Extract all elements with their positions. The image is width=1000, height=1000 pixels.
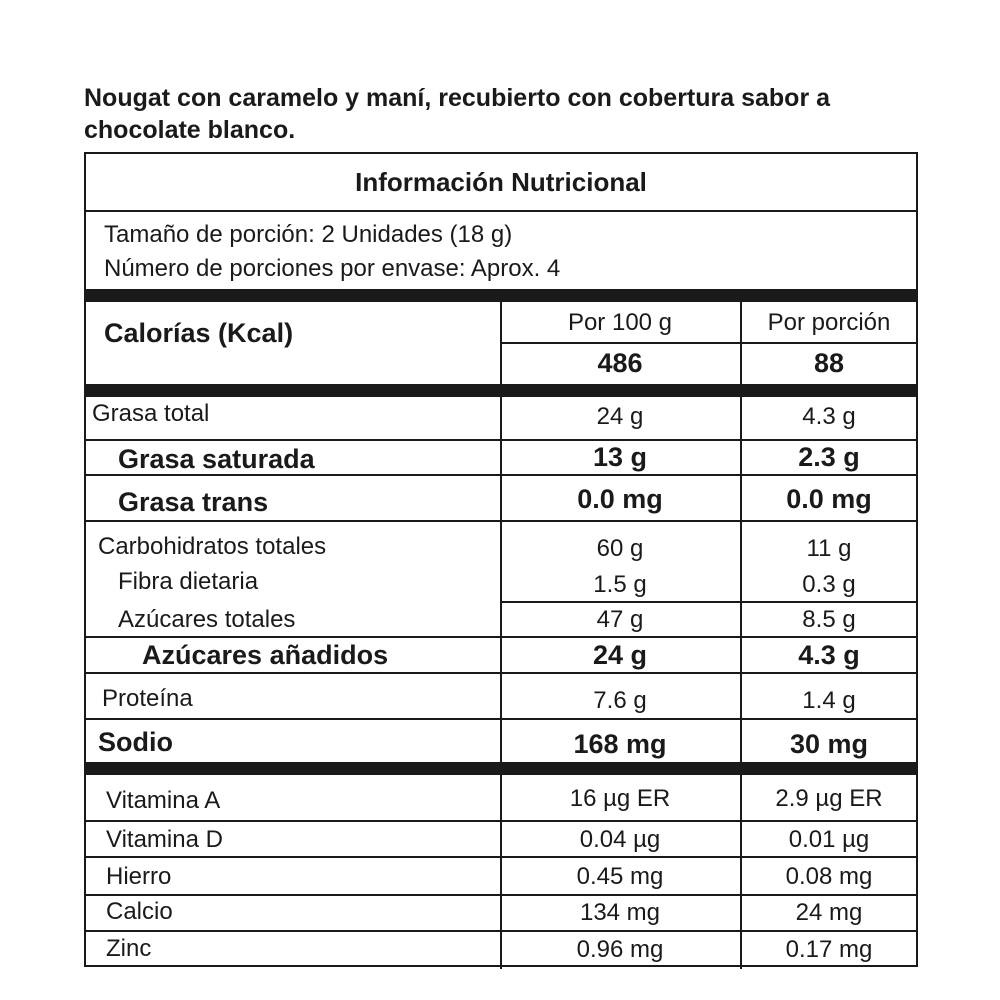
row-divider	[86, 520, 916, 522]
nutrient-label-proteina: Proteína	[102, 685, 193, 712]
value-per-portion: 24 mg	[795, 899, 863, 926]
panel-title: Información Nutricional	[86, 154, 916, 212]
row-divider	[86, 856, 916, 858]
nutrient-label-carbohidratos: Carbohidratos totales	[98, 533, 327, 560]
value-per-portion: 1.4 g	[802, 687, 856, 714]
thick-divider	[86, 289, 916, 302]
value-per-portion: 2.9 µg ER	[775, 785, 883, 812]
calories-per-portion: 88	[813, 348, 845, 378]
value-per-100g: 1.5 g	[593, 571, 647, 598]
value-per-100g: 24 g	[596, 403, 644, 430]
thick-divider	[86, 762, 916, 775]
value-per-100g: 60 g	[596, 535, 644, 562]
nutrient-label-grasa-saturada: Grasa saturada	[118, 444, 315, 474]
serving-info	[104, 218, 560, 286]
vitamin-label-d: Vitamina D	[106, 826, 223, 853]
nutrient-label-fibra: Fibra dietaria	[118, 568, 259, 595]
value-per-100g: 24 g	[592, 640, 648, 670]
value-per-100g: 13 g	[592, 442, 648, 472]
value-per-portion: 11 g	[806, 535, 852, 562]
value-per-portion: 2.3 g	[798, 442, 860, 472]
row-divider	[86, 672, 916, 674]
mineral-label-calcio: Calcio	[106, 898, 173, 925]
nutrition-facts-panel	[84, 152, 918, 967]
value-per-100g: 168 mg	[573, 729, 667, 759]
row-divider	[86, 474, 916, 476]
nutrient-label-azucares-anadidos: Azúcares añadidos	[142, 640, 389, 670]
value-per-portion: 0.0 mg	[786, 484, 872, 514]
value-per-100g: 0.04 µg	[579, 826, 661, 853]
row-divider	[86, 439, 916, 441]
calories-per-100g: 486	[597, 348, 643, 378]
value-per-portion: 4.3 g	[802, 403, 856, 430]
value-per-portion: 0.01 µg	[788, 826, 870, 853]
value-per-100g: 7.6 g	[593, 687, 647, 714]
value-per-100g: 0.45 mg	[576, 863, 664, 890]
product-description: Nougat con caramelo y maní, recubierto con cobertura sabor a chocolate blanco.	[84, 84, 831, 144]
value-per-portion: 4.3 g	[798, 640, 860, 670]
nutrient-label-sodio: Sodio	[98, 727, 173, 757]
row-divider	[500, 601, 916, 603]
thick-divider	[86, 384, 916, 397]
value-per-portion: 8.5 g	[802, 606, 856, 633]
row-divider	[86, 636, 916, 638]
serving-size: Tamaño de porción: 2 Unidades (18 g)	[104, 221, 513, 248]
value-per-100g: 0.96 mg	[576, 936, 664, 963]
value-per-portion: 0.08 mg	[785, 863, 873, 890]
row-divider	[500, 342, 916, 344]
row-divider	[86, 820, 916, 822]
mineral-label-zinc: Zinc	[106, 935, 152, 962]
value-per-100g: 134 mg	[579, 899, 661, 926]
nutrient-label-grasa-total: Grasa total	[92, 400, 210, 427]
nutrient-label-azucares-totales: Azúcares totales	[118, 606, 296, 633]
vitamin-label-a: Vitamina A	[106, 787, 221, 814]
row-divider	[86, 894, 916, 896]
value-per-portion: 30 mg	[789, 729, 869, 759]
column-header-per-portion: Por porción	[767, 309, 891, 336]
column-header-per-100g: Por 100 g	[567, 309, 673, 336]
value-per-100g: 0.0 mg	[577, 484, 663, 514]
value-per-portion: 0.3 g	[802, 571, 856, 598]
mineral-label-hierro: Hierro	[106, 863, 172, 890]
servings-per-container: Número de porciones por envase: Aprox. 4	[104, 255, 561, 282]
value-per-portion: 0.17 mg	[785, 936, 873, 963]
calories-label: Calorías (Kcal)	[104, 318, 294, 348]
row-divider	[86, 930, 916, 932]
nutrient-label-grasa-trans: Grasa trans	[118, 487, 269, 517]
value-per-100g: 47 g	[596, 606, 644, 633]
row-divider	[86, 718, 916, 720]
value-per-100g: 16 µg ER	[569, 785, 671, 812]
